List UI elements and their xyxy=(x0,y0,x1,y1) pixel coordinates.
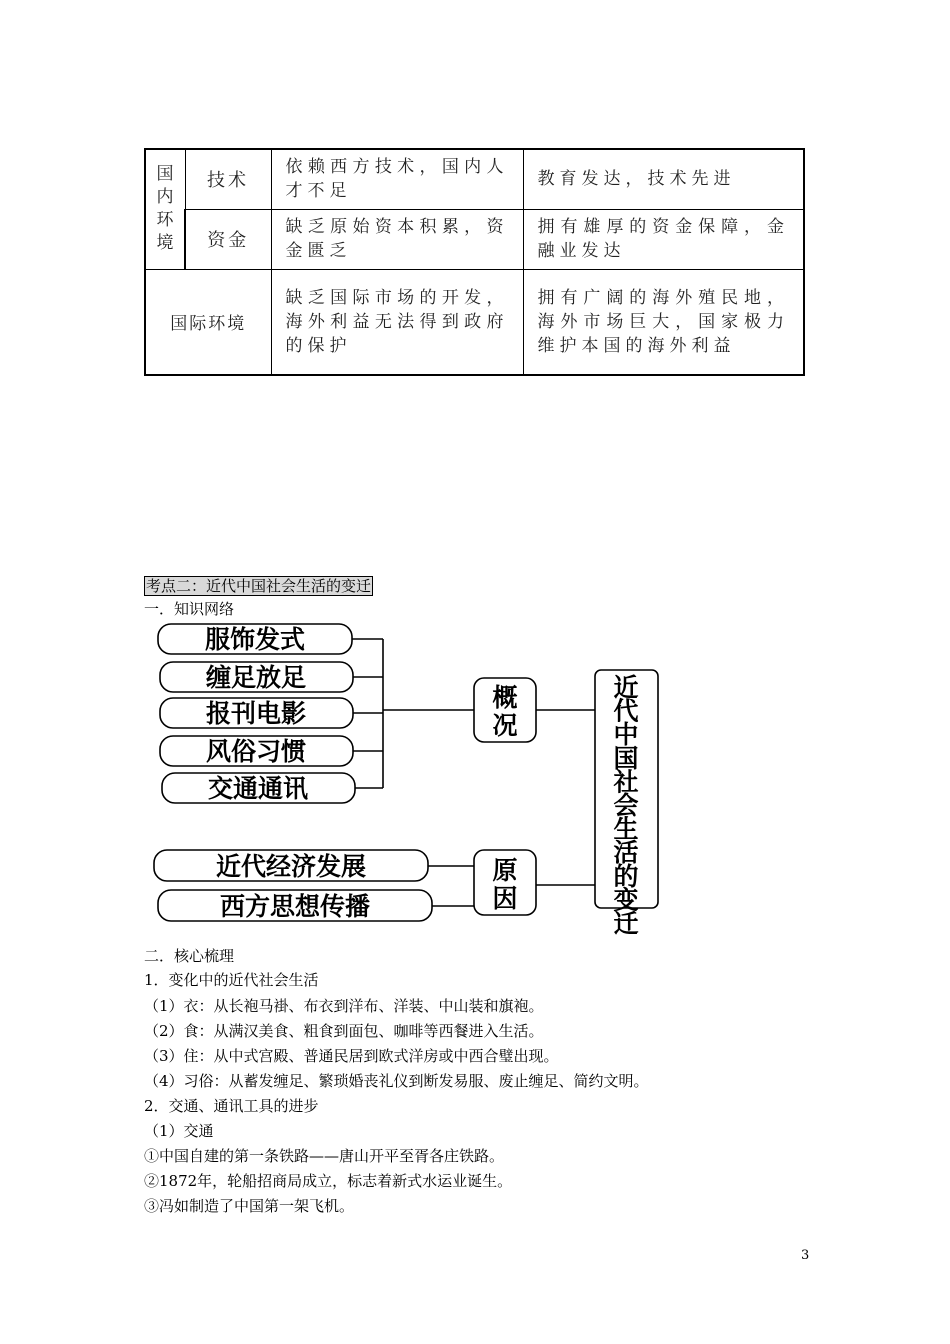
cell-capital-right: 拥有雄厚的资金保障，金融业发达 xyxy=(523,209,804,269)
label-glyph: 国 xyxy=(613,743,639,773)
table-row xyxy=(145,269,804,375)
label-glyph: 生 xyxy=(613,814,639,844)
text-line: （4）习俗：从蓄发缠足、繁琐婚丧礼仪到断发易服、废止缠足、简约文明。 xyxy=(144,1072,649,1090)
knowledge-network-diagram xyxy=(140,618,680,936)
cell-tech-right: 教育发达，技术先进 xyxy=(523,149,804,209)
overview-item: 风俗习惯 xyxy=(205,737,307,766)
label-glyph: 境 xyxy=(156,233,174,254)
label-glyph: 的 xyxy=(613,861,639,891)
label-glyph: 代 xyxy=(613,696,639,726)
label-glyph: 变 xyxy=(613,885,639,915)
text-line: （1）交通 xyxy=(144,1122,214,1140)
label-glyph: 原 xyxy=(492,856,518,885)
text-line: （2）食：从满汉美食、粗食到面包、咖啡等西餐进入生活。 xyxy=(144,1022,544,1040)
label-glyph: 内 xyxy=(156,187,174,208)
cell-intl-right: 拥有广阔的海外殖民地，海外市场巨大，国家极力维护本国的海外利益 xyxy=(523,269,804,375)
overview-label xyxy=(492,683,517,740)
label-glyph: 活 xyxy=(613,838,639,868)
label-glyph: 国 xyxy=(156,164,174,185)
network-heading: 一．知识网络 xyxy=(144,600,235,618)
page-number: 3 xyxy=(801,1248,810,1263)
overview-item: 服饰发式 xyxy=(204,625,306,654)
text-line: （1）衣：从长袍马褂、布衣到洋布、洋装、中山装和旗袍。 xyxy=(144,997,544,1015)
overview-item: 报刊电影 xyxy=(205,699,307,728)
center-label xyxy=(612,673,638,938)
label-glyph: 因 xyxy=(492,884,518,913)
text-line: 二．核心梳理 xyxy=(144,947,235,965)
text-line: （3）住：从中式宫殿、普通民居到欧式洋房或中西合璧出现。 xyxy=(144,1047,559,1065)
intl-label: 国际环境 xyxy=(145,269,271,375)
table-row xyxy=(145,209,804,269)
reason-label xyxy=(492,856,517,913)
text-line: ③冯如制造了中国第一架飞机。 xyxy=(144,1197,355,1215)
label-glyph: 近 xyxy=(613,673,639,702)
text-line: ②1872年，轮船招商局成立，标志着新式水运业诞生。 xyxy=(144,1172,513,1190)
reason-item: 近代经济发展 xyxy=(215,852,367,881)
table-row xyxy=(145,149,804,209)
label-glyph: 迁 xyxy=(613,909,639,938)
overview-item: 交通通讯 xyxy=(207,774,309,803)
label-glyph: 环 xyxy=(156,210,174,231)
text-line: 1．变化中的近代社会生活 xyxy=(144,971,319,989)
cell-intl-left: 缺乏国际市场的开发，海外利益无法得到政府的保护 xyxy=(271,269,523,375)
label-glyph: 概 xyxy=(492,683,518,712)
text-line: ①中国自建的第一条铁路——唐山开平至胥各庄铁路。 xyxy=(144,1147,505,1165)
label-glyph: 会 xyxy=(613,791,639,820)
row-label-capital: 资金 xyxy=(185,209,271,269)
reason-item: 西方思想传播 xyxy=(219,892,371,921)
row-label-tech: 技术 xyxy=(185,149,271,209)
overview-item: 缠足放足 xyxy=(205,663,307,692)
domestic-label xyxy=(145,149,185,269)
comparison-table xyxy=(144,148,805,376)
label-glyph: 中 xyxy=(613,720,639,750)
section-title: 考点二：近代中国社会生活的变迁 xyxy=(146,577,372,595)
cell-tech-left: 依赖西方技术，国内人才不足 xyxy=(271,149,523,209)
cell-capital-left: 缺乏原始资本积累，资金匮乏 xyxy=(271,209,523,269)
text-line: 2．交通、通讯工具的进步 xyxy=(144,1097,319,1115)
label-glyph: 社 xyxy=(613,767,639,797)
label-glyph: 况 xyxy=(492,711,518,740)
